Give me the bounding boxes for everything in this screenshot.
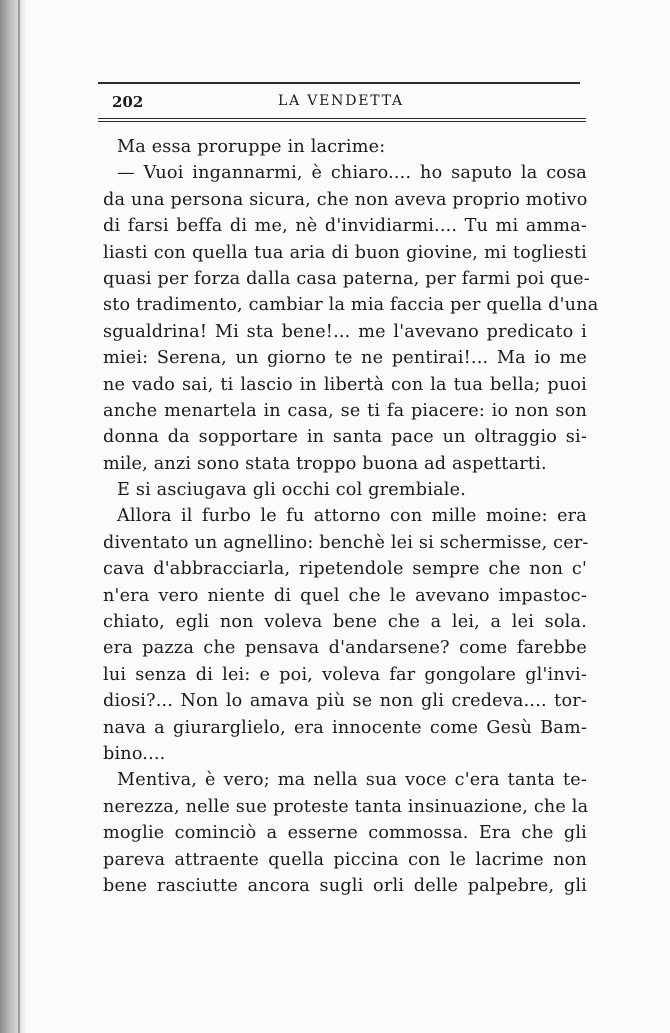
text-line: nerezza, nelle sue proteste tanta insinuazione, che la	[103, 796, 589, 817]
text-line: bino....	[103, 743, 166, 764]
text-line: quasi per forza dalla casa paterna, per farmi poi que-	[103, 268, 590, 289]
text-line: miei: Serena, un giorno te ne pentirai!... Ma io me	[103, 348, 587, 369]
text-line: di farsi beffa di me, nè d'invidiarmi.... Tu mi amma-	[103, 216, 587, 237]
text-line: diosi?... Non lo amava più se non gli credeva.... tor-	[103, 691, 587, 712]
header-top-rule	[98, 82, 580, 84]
text-line: pareva attraente quella piccina con le lacrime non	[103, 849, 587, 870]
text-line: Allora il furbo le fu attorno con mille moine: era	[117, 506, 587, 527]
text-line: nava a giurarglielo, era innocente come Gesù Bam-	[103, 717, 587, 738]
text-line: cava d'abbracciarla, ripetendole sempre che non c'	[103, 559, 587, 580]
running-title: LA VENDETTA	[278, 93, 404, 109]
text-line: n'era vero niente di quel che le avevano impastoc-	[103, 585, 587, 606]
page-number: 202	[112, 93, 144, 111]
text-line: mile, anzi sono stata troppo buona ad aspettarti.	[103, 453, 547, 474]
text-line: chiato, egli non voleva bene che a lei, a lei sola.	[103, 612, 587, 633]
text-line: donna da sopportare in santa pace un oltraggio si-	[103, 427, 587, 448]
text-line: bene rasciutte ancora sugli orli delle palpebre, gli	[103, 875, 587, 896]
text-line: diventato un agnellino: benchè lei si schermisse, cer-	[103, 532, 589, 553]
text-line: E si asciugava gli occhi col grembiale.	[117, 480, 466, 501]
text-line: Ma essa proruppe in lacrime:	[117, 137, 386, 157]
text-line: lui senza di lei: e poi, voleva far gongolare gl'invi-	[103, 664, 587, 685]
text-line: sto tradimento, cambiar la mia faccia per quella d'una	[103, 295, 599, 316]
page-gutter-shadow	[0, 0, 26, 1033]
text-line: moglie cominciò a esserne commossa. Era che gli	[103, 823, 587, 844]
text-line: anche menartela in casa, se ti fa piacere: io non son	[103, 400, 587, 421]
text-line: era pazza che pensava d'andarsene? come farebbe	[103, 638, 587, 659]
text-line: Mentiva, è vero; ma nella sua voce c'era tanta te-	[117, 770, 587, 791]
text-line: liasti con quella tua aria di buon giovine, mi togliesti	[103, 242, 587, 263]
body-text	[103, 134, 599, 899]
header-bottom-rule-double	[98, 121, 586, 122]
text-line: sgualdrina! Mi sta bene!... me l'avevano predicato i	[103, 321, 587, 342]
header-bottom-rule	[98, 118, 586, 119]
text-line: ne vado sai, ti lascio in libertà con la tua bella; puoi	[103, 374, 587, 395]
text-line: da una persona sicura, che non aveva proprio motivo	[103, 189, 588, 210]
text-line: — Vuoi ingannarmi, è chiaro.... ho saputo la cosa	[117, 163, 587, 184]
gutter-line	[18, 0, 20, 1033]
